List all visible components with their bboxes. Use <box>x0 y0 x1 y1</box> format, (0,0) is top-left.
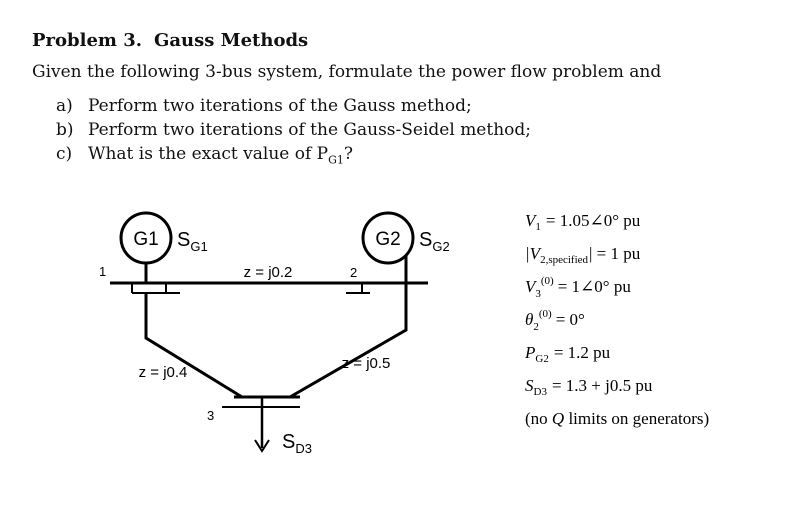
problem-title: Gauss Methods <box>154 30 309 51</box>
eq-note: (no Q limits on generators) <box>525 409 710 428</box>
task-label: c) <box>56 144 73 164</box>
generator-g2-power: $S_{G2}$ <box>419 229 450 254</box>
eq-v2: $|V_{2,specified}| = 1$ pu <box>525 244 641 266</box>
eq-sd3: $S_{D3} = 1.3 + j0.5$ pu <box>525 376 653 398</box>
bus-2-label: 2 <box>350 265 358 280</box>
bus-3-label: 3 <box>207 408 215 423</box>
problem-intro: Given the following 3-bus system, formulate the power flow problem and <box>32 62 662 82</box>
generator-g2-label: G2 <box>375 229 401 250</box>
line-1-3 <box>146 293 242 397</box>
task-text: Perform two iterations of the Gauss method; <box>88 96 472 116</box>
eq-pg2: $P_{G2} = 1.2$ pu <box>525 343 611 365</box>
impedance-line-2-3: z = j0.5 <box>341 355 391 372</box>
task-text: Perform two iterations of the Gauss-Seidel method; <box>88 120 531 140</box>
task-label: a) <box>56 96 73 116</box>
task-text: What is the exact value of P <box>88 144 329 164</box>
impedance-line-1-3: z = j0.4 <box>138 364 188 381</box>
task-label: b) <box>56 120 74 140</box>
eq-v3: $V_3^{(0)}$ = 1∠0° pu <box>525 275 631 300</box>
impedance-line-1-2: z = j0.2 <box>243 264 293 281</box>
eq-v1: $V_1$ = 1.05∠0° pu <box>525 211 641 233</box>
generator-g1-power: $S_{G1}$ <box>177 229 208 254</box>
line-2-3 <box>290 283 406 397</box>
task-subscript: G1 <box>328 153 344 167</box>
task-suffix: ? <box>343 144 354 164</box>
bus-1-label: 1 <box>99 264 107 279</box>
load-label: $S_{D3}$ <box>282 431 312 456</box>
problem-number: Problem 3. <box>32 30 143 51</box>
eq-theta2: $\theta_2^{(0)} = 0^\circ$ <box>525 308 585 333</box>
generator-g1-label: G1 <box>133 229 159 250</box>
